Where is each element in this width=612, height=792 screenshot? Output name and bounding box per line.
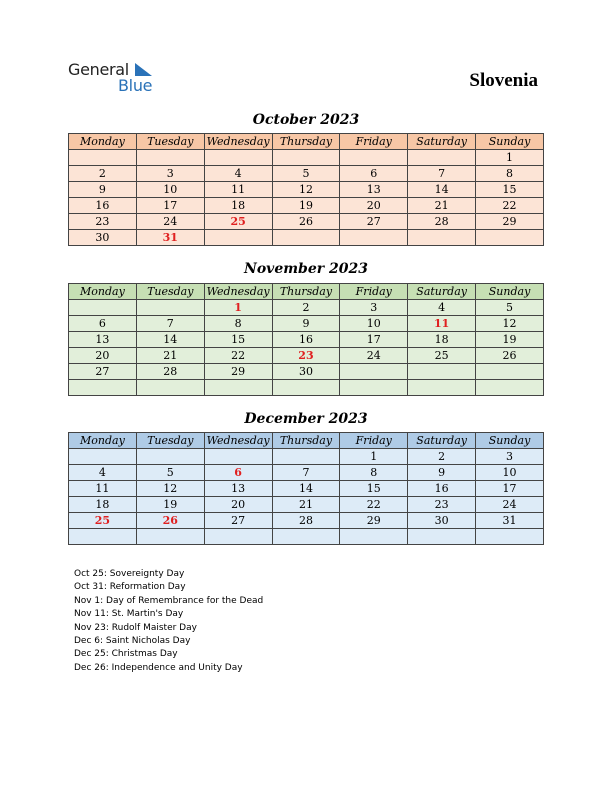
- day-cell: 3: [476, 449, 544, 465]
- weekday-header: Wednesday: [204, 284, 272, 300]
- day-cell: 6: [204, 465, 272, 481]
- day-cell: 16: [272, 332, 340, 348]
- day-cell: 11: [408, 316, 476, 332]
- weekday-header: Tuesday: [136, 433, 204, 449]
- day-cell: [204, 380, 272, 396]
- day-cell: 15: [476, 182, 544, 198]
- weekday-header: Monday: [69, 284, 137, 300]
- day-cell: [340, 529, 408, 545]
- weekday-header: Friday: [340, 284, 408, 300]
- calendar-october: [68, 133, 544, 246]
- weekday-header: Saturday: [408, 284, 476, 300]
- day-cell: 11: [69, 481, 137, 497]
- week-row: [69, 150, 544, 166]
- day-cell: [408, 380, 476, 396]
- day-cell: [408, 230, 476, 246]
- day-cell: [272, 230, 340, 246]
- day-cell: [69, 150, 137, 166]
- day-cell: 23: [408, 497, 476, 513]
- day-cell: 5: [136, 465, 204, 481]
- day-cell: 4: [69, 465, 137, 481]
- week-row: [69, 380, 544, 396]
- day-cell: 7: [408, 166, 476, 182]
- holiday-list: [74, 568, 263, 675]
- day-cell: 29: [340, 513, 408, 529]
- weekday-header: Monday: [69, 134, 137, 150]
- weekday-header: Wednesday: [204, 134, 272, 150]
- weekday-header: Friday: [340, 433, 408, 449]
- day-cell: [340, 150, 408, 166]
- day-cell: 3: [136, 166, 204, 182]
- weekday-header: Sunday: [476, 284, 544, 300]
- day-cell: [204, 449, 272, 465]
- day-cell: 17: [476, 481, 544, 497]
- day-cell: 8: [340, 465, 408, 481]
- day-cell: 2: [69, 166, 137, 182]
- holiday-item: Oct 31: Reformation Day: [74, 582, 186, 593]
- weekday-header-row: [69, 134, 544, 150]
- day-cell: 18: [69, 497, 137, 513]
- week-row: [69, 214, 544, 230]
- day-cell: 5: [272, 166, 340, 182]
- day-cell: 9: [69, 182, 137, 198]
- week-row: [69, 449, 544, 465]
- day-cell: 23: [272, 348, 340, 364]
- day-cell: [340, 364, 408, 380]
- day-cell: 4: [408, 300, 476, 316]
- calendar-december: [68, 432, 544, 545]
- day-cell: [408, 150, 476, 166]
- country-title: Slovenia: [469, 70, 538, 91]
- day-cell: 12: [272, 182, 340, 198]
- logo-general-text: General: [68, 60, 129, 79]
- week-row: [69, 529, 544, 545]
- day-cell: 24: [476, 497, 544, 513]
- day-cell: 14: [136, 332, 204, 348]
- day-cell: 4: [204, 166, 272, 182]
- holiday-item: Dec 6: Saint Nicholas Day: [74, 636, 191, 647]
- day-cell: [340, 380, 408, 396]
- week-row: [69, 497, 544, 513]
- day-cell: 12: [476, 316, 544, 332]
- week-row: [69, 513, 544, 529]
- day-cell: 10: [340, 316, 408, 332]
- weekday-header: Tuesday: [136, 284, 204, 300]
- day-cell: 5: [476, 300, 544, 316]
- calendar-november: [68, 283, 544, 396]
- day-cell: 2: [408, 449, 476, 465]
- day-cell: 24: [136, 214, 204, 230]
- day-cell: 1: [204, 300, 272, 316]
- day-cell: 18: [408, 332, 476, 348]
- day-cell: 24: [340, 348, 408, 364]
- day-cell: 28: [272, 513, 340, 529]
- week-row: [69, 300, 544, 316]
- day-cell: 19: [476, 332, 544, 348]
- week-row: [69, 332, 544, 348]
- weekday-header-row: [69, 433, 544, 449]
- day-cell: 26: [476, 348, 544, 364]
- day-cell: 31: [136, 230, 204, 246]
- day-cell: 22: [340, 497, 408, 513]
- day-cell: [340, 230, 408, 246]
- day-cell: 2: [272, 300, 340, 316]
- weekday-header: Thursday: [272, 284, 340, 300]
- day-cell: 27: [204, 513, 272, 529]
- day-cell: 30: [408, 513, 476, 529]
- month-title-october: October 2023: [252, 112, 360, 128]
- day-cell: 8: [204, 316, 272, 332]
- day-cell: 23: [69, 214, 137, 230]
- weekday-header: Wednesday: [204, 433, 272, 449]
- day-cell: [408, 529, 476, 545]
- day-cell: 13: [340, 182, 408, 198]
- day-cell: 21: [272, 497, 340, 513]
- week-row: [69, 182, 544, 198]
- month-title-november: November 2023: [244, 261, 368, 277]
- day-cell: 29: [204, 364, 272, 380]
- week-row: [69, 198, 544, 214]
- weekday-header-row: [69, 284, 544, 300]
- day-cell: [136, 449, 204, 465]
- day-cell: 7: [136, 316, 204, 332]
- day-cell: 10: [476, 465, 544, 481]
- holiday-item: Dec 26: Independence and Unity Day: [74, 662, 243, 673]
- holiday-item: Nov 11: St. Martin's Day: [74, 609, 184, 620]
- day-cell: 1: [476, 150, 544, 166]
- day-cell: 15: [204, 332, 272, 348]
- day-cell: 19: [136, 497, 204, 513]
- day-cell: 28: [136, 364, 204, 380]
- day-cell: [272, 449, 340, 465]
- day-cell: [476, 230, 544, 246]
- day-cell: 16: [69, 198, 137, 214]
- day-cell: 21: [136, 348, 204, 364]
- day-cell: 17: [340, 332, 408, 348]
- week-row: [69, 348, 544, 364]
- weekday-header: Monday: [69, 433, 137, 449]
- day-cell: 12: [136, 481, 204, 497]
- day-cell: 6: [340, 166, 408, 182]
- day-cell: [476, 380, 544, 396]
- logo-triangle-icon: [135, 63, 153, 77]
- week-row: [69, 316, 544, 332]
- week-row: [69, 465, 544, 481]
- week-row: [69, 481, 544, 497]
- day-cell: [69, 300, 137, 316]
- month-title-december: December 2023: [244, 411, 368, 427]
- day-cell: [136, 529, 204, 545]
- day-cell: 13: [69, 332, 137, 348]
- day-cell: 11: [204, 182, 272, 198]
- day-cell: [408, 364, 476, 380]
- day-cell: 8: [476, 166, 544, 182]
- day-cell: 31: [476, 513, 544, 529]
- day-cell: 20: [340, 198, 408, 214]
- week-row: [69, 364, 544, 380]
- weekday-header: Saturday: [408, 433, 476, 449]
- day-cell: 13: [204, 481, 272, 497]
- day-cell: 22: [476, 198, 544, 214]
- day-cell: [272, 150, 340, 166]
- day-cell: 10: [136, 182, 204, 198]
- day-cell: 1: [340, 449, 408, 465]
- day-cell: 22: [204, 348, 272, 364]
- day-cell: 29: [476, 214, 544, 230]
- day-cell: 14: [408, 182, 476, 198]
- day-cell: 18: [204, 198, 272, 214]
- logo: [68, 60, 168, 96]
- day-cell: 19: [272, 198, 340, 214]
- day-cell: 17: [136, 198, 204, 214]
- day-cell: 26: [136, 513, 204, 529]
- day-cell: [69, 449, 137, 465]
- day-cell: 14: [272, 481, 340, 497]
- day-cell: 15: [340, 481, 408, 497]
- weekday-header: Thursday: [272, 134, 340, 150]
- weekday-header: Friday: [340, 134, 408, 150]
- day-cell: 27: [69, 364, 137, 380]
- weekday-header: Thursday: [272, 433, 340, 449]
- day-cell: 26: [272, 214, 340, 230]
- weekday-header: Sunday: [476, 134, 544, 150]
- day-cell: 28: [408, 214, 476, 230]
- day-cell: 21: [408, 198, 476, 214]
- day-cell: [272, 529, 340, 545]
- weekday-header: Saturday: [408, 134, 476, 150]
- day-cell: [136, 380, 204, 396]
- week-row: [69, 230, 544, 246]
- day-cell: 20: [204, 497, 272, 513]
- holiday-item: Dec 25: Christmas Day: [74, 649, 178, 660]
- day-cell: [69, 529, 137, 545]
- day-cell: [272, 380, 340, 396]
- day-cell: [136, 300, 204, 316]
- logo-blue-text: Blue: [118, 76, 153, 95]
- day-cell: 25: [204, 214, 272, 230]
- holiday-item: Oct 25: Sovereignty Day: [74, 569, 185, 579]
- day-cell: 27: [340, 214, 408, 230]
- day-cell: 9: [408, 465, 476, 481]
- holiday-item: Nov 1: Day of Remembrance for the Dead: [74, 595, 264, 606]
- holiday-item: Nov 23: Rudolf Maister Day: [74, 622, 197, 633]
- day-cell: 16: [408, 481, 476, 497]
- day-cell: 30: [69, 230, 137, 246]
- day-cell: [476, 364, 544, 380]
- day-cell: [69, 380, 137, 396]
- day-cell: 20: [69, 348, 137, 364]
- day-cell: 9: [272, 316, 340, 332]
- day-cell: [204, 529, 272, 545]
- day-cell: 3: [340, 300, 408, 316]
- day-cell: 6: [69, 316, 137, 332]
- day-cell: [476, 529, 544, 545]
- weekday-header: Tuesday: [136, 134, 204, 150]
- day-cell: [204, 150, 272, 166]
- day-cell: [204, 230, 272, 246]
- day-cell: 25: [408, 348, 476, 364]
- day-cell: 7: [272, 465, 340, 481]
- day-cell: 25: [69, 513, 137, 529]
- week-row: [69, 166, 544, 182]
- day-cell: [136, 150, 204, 166]
- day-cell: 30: [272, 364, 340, 380]
- weekday-header: Sunday: [476, 433, 544, 449]
